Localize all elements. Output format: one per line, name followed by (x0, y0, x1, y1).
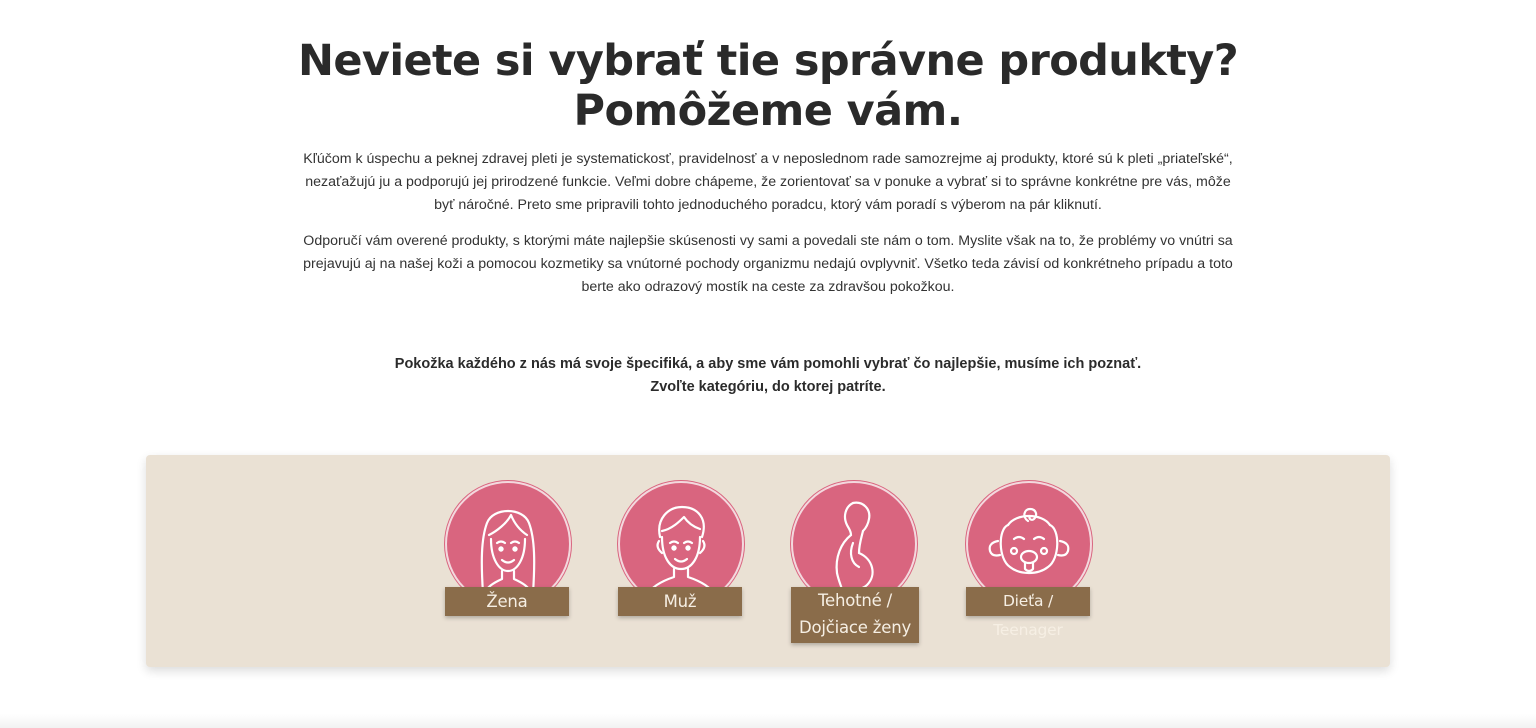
page-title-line-1: Neviete si vybrať tie správne produkty? (297, 36, 1239, 86)
category-pregnant-label (791, 587, 919, 643)
footer-divider (0, 714, 1536, 728)
category-man-label: Muž (618, 587, 742, 616)
page-title-line-2: Pomôžeme vám. (573, 86, 963, 136)
category-child[interactable] (966, 481, 1092, 639)
category-prompt-line-1: Pokožka každého z nás má svoje špecifiká, a aby sme vám pomohli vybrať čo najlepšie, musíme ich poznať. (394, 356, 1142, 372)
intro-text (298, 148, 1238, 312)
intro-paragraph-1: Kľúčom k úspechu a peknej zdravej pleti je systematickosť, pravidelnosť a v neposlednom rade samozrejme aj produkty, ktoré sú k pleti „priateľské“, nezaťažujú ju a podporujú jej prirodzené funkcie. Veľmi dobre chápeme, že zorientovať sa v ponuke a vybrať si to správne konkrétne pre vás, môže byť náročné. Preto sme pripravili tohto jednoduchého poradcu, ktorý vám poradí s výberom na pár kliknutí. (303, 151, 1233, 213)
category-pregnant[interactable] (791, 481, 921, 645)
category-panel (146, 455, 1390, 667)
category-prompt-line-2: Zvoľte kategóriu, do ktorej patríte. (650, 379, 886, 395)
category-woman-label: Žena (445, 587, 569, 616)
page-title (0, 36, 1536, 136)
intro-paragraph-2: Odporučí vám overené produkty, s ktorými máte najlepšie skúsenosti vy sami a povedali ste nám o tom. Myslite však na to, že problémy vo vnútri sa prejavujú aj na našej koži a pomocou kozmetiky sa vnútorné pochody organizmu nedajú ovplyvniť. Všetko teda závisí od konkrétneho prípadu a toto berte ako odrazový mostík na ceste za zdravšou pokožkou. (303, 233, 1233, 295)
category-pregnant-label-line-2: Dojčiace ženy (798, 618, 912, 637)
category-child-label: Dieťa / Teenager (966, 587, 1090, 616)
category-man[interactable] (618, 481, 744, 619)
category-prompt (0, 353, 1536, 399)
category-pregnant-label-line-1: Tehotné / (817, 591, 893, 610)
category-woman[interactable] (445, 481, 571, 619)
